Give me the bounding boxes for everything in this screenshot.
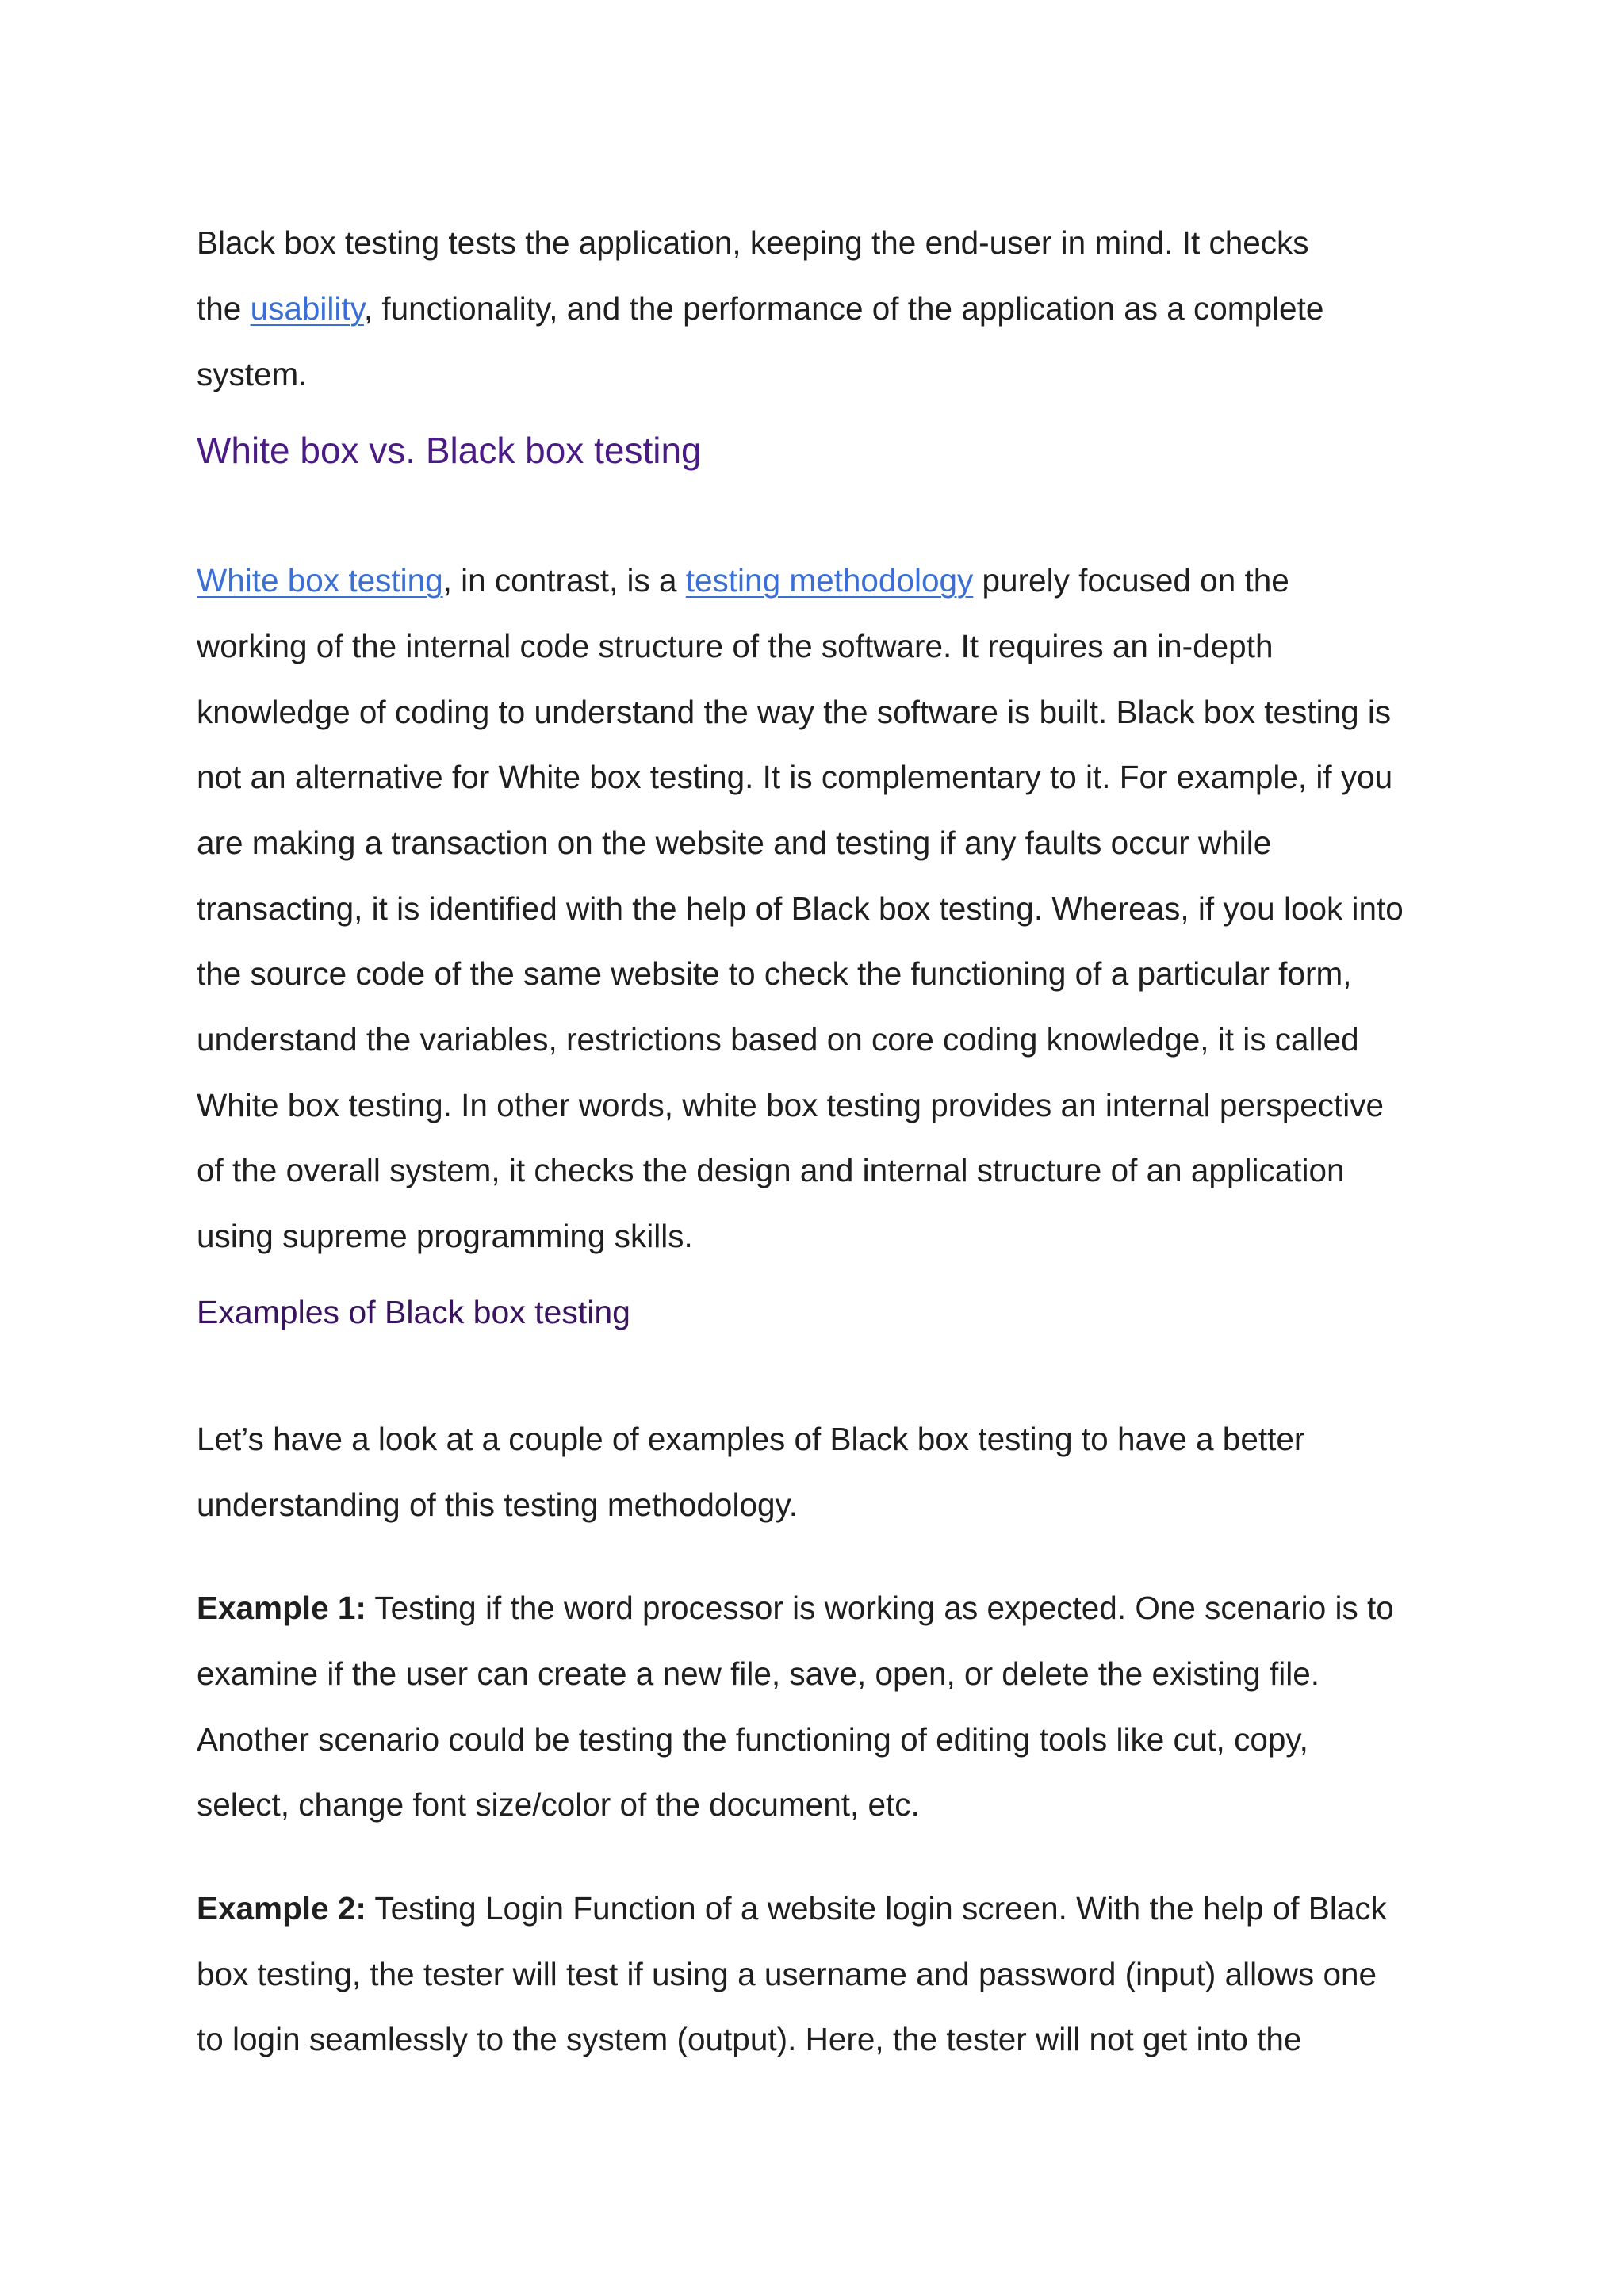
example-1-line-4: select, change font size/color of the document, etc.: [197, 1786, 920, 1823]
example-2-line-3: to login seamlessly to the system (output). Here, the tester will not get into the: [197, 2021, 1302, 2057]
examples-intro-line-1: Let’s have a look at a couple of examples of Black box testing to have a better: [197, 1421, 1305, 1457]
example-2-line-2: box testing, the tester will test if using a username and password (input) allows one: [197, 1956, 1377, 1992]
example-2-first-line: Testing Login Function of a website login screen. With the help of Black: [366, 1890, 1387, 1927]
example-1-line-3: Another scenario could be testing the functioning of editing tools like cut, copy,: [197, 1721, 1308, 1758]
example-1-line-1: [197, 1589, 1394, 1627]
example-1-line-2: examine if the user can create a new file, save, open, or delete the existing file.: [197, 1655, 1320, 1692]
contrast-after-white-box: , in contrast, is a: [442, 562, 686, 599]
white-box-testing-link[interactable]: White box testing: [197, 562, 443, 599]
contrast-line-7: the source code of the same website to check the functioning of a particular form,: [197, 955, 1352, 992]
intro-line-2-suffix: , functionality, and the performance of the application as a complete: [363, 290, 1324, 327]
contrast-line-6: transacting, it is identified with the help of Black box testing. Whereas, if you look into: [197, 890, 1404, 927]
examples-intro-line-2: understanding of this testing methodology.: [197, 1487, 798, 1523]
example-1-first-line: Testing if the word processor is working as expected. One scenario is to: [366, 1590, 1394, 1626]
contrast-line-10: of the overall system, it checks the design and internal structure of an application: [197, 1152, 1345, 1188]
testing-methodology-link[interactable]: testing methodology: [685, 562, 974, 599]
example-2-label: Example 2:: [197, 1890, 366, 1927]
intro-line-2: [197, 289, 1323, 327]
example-1-label: Example 1:: [197, 1590, 366, 1626]
heading-white-vs-black: White box vs. Black box testing: [197, 430, 702, 471]
intro-line-2-prefix: the: [197, 290, 251, 327]
contrast-line-1: [197, 561, 1289, 599]
contrast-line-9: White box testing. In other words, white box testing provides an internal perspective: [197, 1087, 1385, 1123]
contrast-line-11: using supreme programming skills.: [197, 1218, 693, 1254]
intro-line-3: system.: [197, 356, 308, 392]
heading-examples: Examples of Black box testing: [197, 1294, 630, 1330]
intro-line-1: Black box testing tests the application, keeping the end-user in mind. It checks: [197, 224, 1309, 261]
contrast-line-5: are making a transaction on the website and testing if any faults occur while: [197, 825, 1272, 861]
contrast-after-methodology: purely focused on the: [973, 562, 1289, 599]
contrast-line-8: understand the variables, restrictions based on core coding knowledge, it is called: [197, 1021, 1359, 1058]
contrast-line-3: knowledge of coding to understand the way the software is built. Black box testing is: [197, 694, 1392, 730]
usability-link[interactable]: usability: [250, 290, 364, 327]
contrast-line-4: not an alternative for White box testing. It is complementary to it. For example, if you: [197, 759, 1393, 795]
contrast-line-2: working of the internal code structure of the software. It requires an in-depth: [197, 628, 1274, 664]
example-2-line-1: [197, 1889, 1387, 1927]
